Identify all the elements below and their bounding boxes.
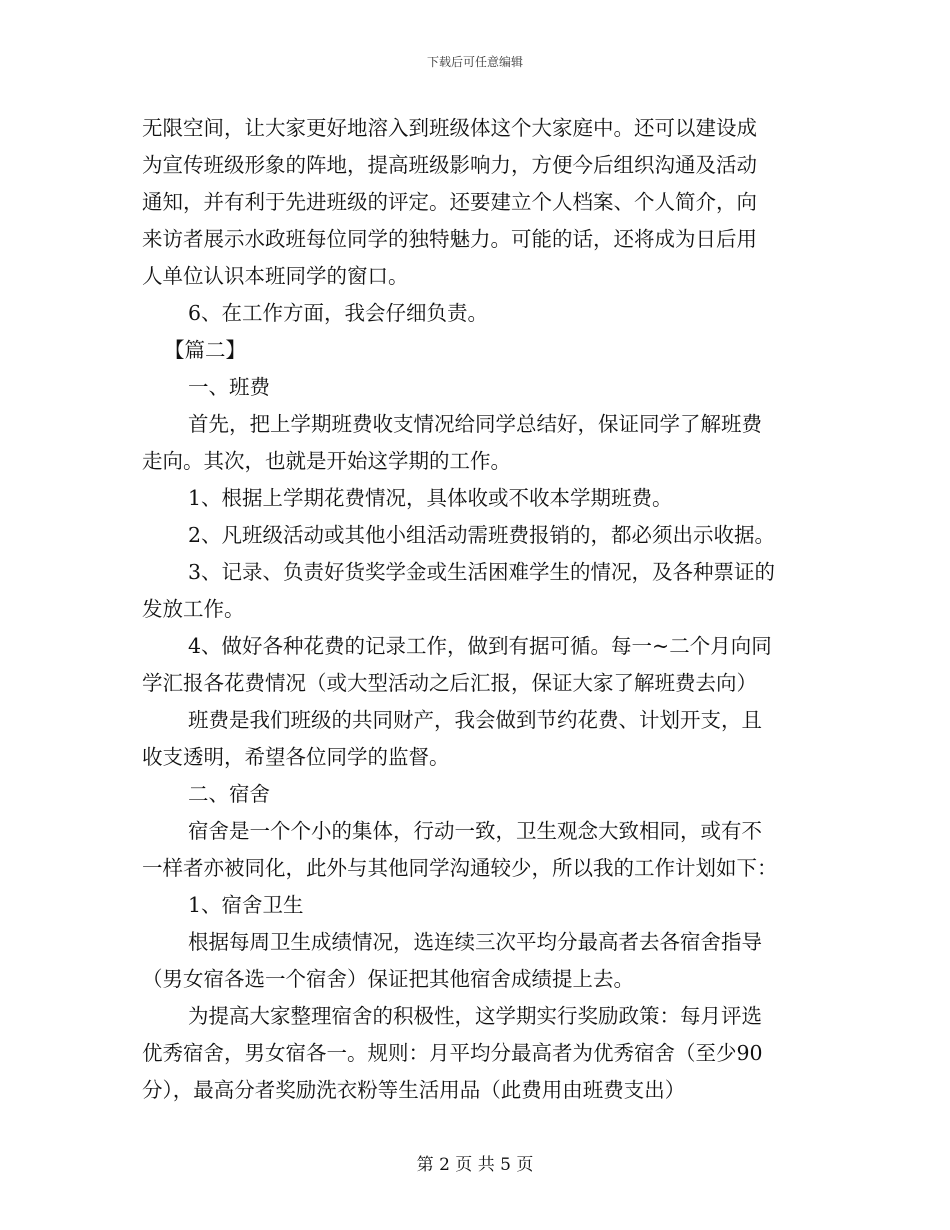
body-line: 6、在工作方面，我会仔细负责。 <box>188 301 489 325</box>
body-line: 班费是我们班级的共同财产，我会做到节约花费、计划开支，且 <box>188 708 762 732</box>
body-line: 优秀宿舍，男女宿各一。规则：月平均分最高者为优秀宿舍（至少90 <box>142 1041 763 1065</box>
body-line: 2、凡班级活动或其他小组活动需班费报销的，都必须出示收据。 <box>188 523 776 547</box>
body-line: 一样者亦被同化，此外与其他同学沟通较少，所以我的工作计划如下： <box>142 856 778 880</box>
body-line: 走向。其次，也就是开始这学期的工作。 <box>142 449 511 473</box>
page-header-note: 下载后可任意编辑 <box>426 55 523 69</box>
page-number-footer: 第 2 页 共 5 页 <box>416 1155 534 1175</box>
section-heading: 二、宿舍 <box>188 782 270 806</box>
body-line: 无限空间，让大家更好地溶入到班级体这个大家庭中。还可以建设成 <box>142 116 757 140</box>
body-line: 来访者展示水政班每位同学的独特魅力。可能的话，还将成为日后用 <box>142 227 757 251</box>
body-line: 发放工作。 <box>142 597 245 621</box>
body-line: 宿舍是一个个小的集体，行动一致，卫生观念大致相同，或有不 <box>188 819 762 843</box>
body-line: （男女宿各选一个宿舍）保证把其他宿舍成绩提上去。 <box>142 967 634 991</box>
body-line: 收支透明，希望各位同学的监督。 <box>142 745 450 769</box>
body-line: 人单位认识本班同学的窗口。 <box>142 264 409 288</box>
sub-heading: 1、宿舍卫生 <box>188 893 304 917</box>
body-line: 为宣传班级形象的阵地，提高班级影响力，方便今后组织沟通及活动 <box>142 153 757 177</box>
body-line: 为提高大家整理宿舍的积极性，这学期实行奖励政策：每月评选 <box>188 1004 762 1028</box>
section-heading: 【篇二】 <box>164 338 246 362</box>
body-line: 学汇报各花费情况（或大型活动之后汇报，保证大家了解班费去向） <box>142 671 757 695</box>
body-line: 3、记录、负责好货奖学金或生活困难学生的情况，及各种票证的 <box>188 560 776 584</box>
body-line: 通知，并有利于先进班级的评定。还要建立个人档案、个人简介，向 <box>142 190 757 214</box>
body-line: 分），最高分者奖励洗衣粉等生活用品（此费用由班费支出） <box>142 1078 686 1102</box>
body-line: 首先，把上学期班费收支情况给同学总结好，保证同学了解班费 <box>188 412 762 436</box>
body-line: 根据每周卫生成绩情况，选连续三次平均分最高者去各宿舍指导 <box>188 930 762 954</box>
section-heading: 一、班费 <box>188 375 270 399</box>
body-line: 1、根据上学期花费情况，具体收或不收本学期班费。 <box>188 486 673 510</box>
body-line: 4、做好各种花费的记录工作，做到有据可循。每一~二个月向同 <box>188 634 772 658</box>
document-body <box>142 110 814 1109</box>
